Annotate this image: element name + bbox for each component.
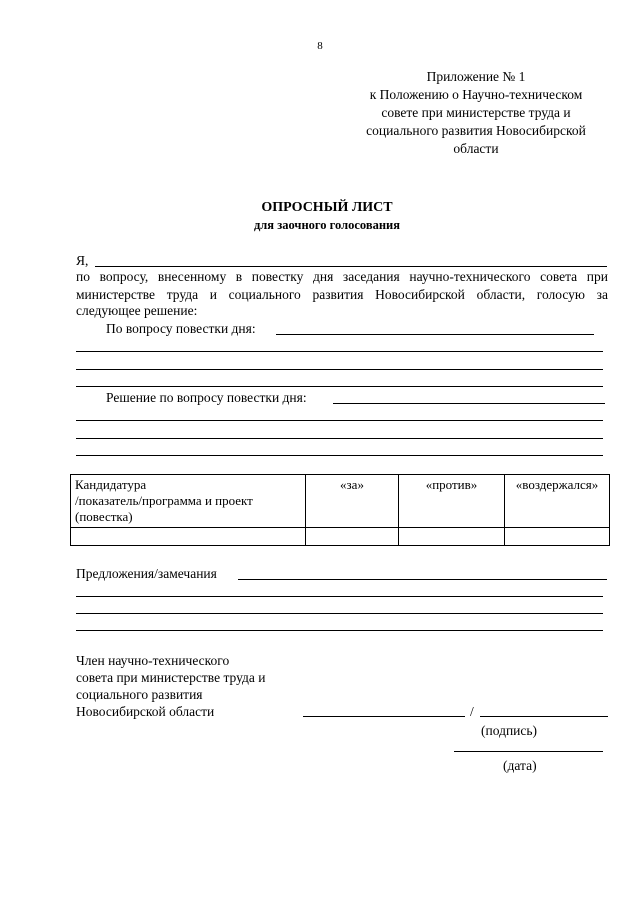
appendix-line: совете при министерстве труда и <box>381 105 571 120</box>
member-line: социального развития <box>76 687 203 702</box>
agenda-question-line[interactable] <box>76 386 603 387</box>
candidate-header-line: /показатель/программа и проект <box>75 493 253 508</box>
signature-fill-line[interactable] <box>303 716 465 717</box>
form-title: ОПРОСНЫЙ ЛИСТ <box>261 200 393 215</box>
member-line: совета при министерстве труда и <box>76 670 266 685</box>
date-caption: (дата) <box>503 758 537 773</box>
remarks-line[interactable] <box>76 596 603 597</box>
decision-label: Решение по вопросу повестки дня: <box>106 390 307 405</box>
vote-table <box>70 474 610 546</box>
decision-line[interactable] <box>76 420 603 421</box>
signature-caption: (подпись) <box>481 723 538 738</box>
vote-against-cell[interactable] <box>399 528 505 546</box>
vote-against-header: «против» <box>399 475 505 528</box>
member-line: Член научно-технического <box>76 653 230 668</box>
remarks-line[interactable] <box>76 630 603 631</box>
i-label: Я, <box>76 253 89 268</box>
remarks-fill-line[interactable] <box>238 579 607 580</box>
intro-line-2: министерстве труда и социального развития Новосибирской области, голосую за <box>76 287 608 302</box>
agenda-question-label: По вопросу повестки дня: <box>106 321 256 336</box>
vote-table-row <box>71 528 610 546</box>
agenda-question-line[interactable] <box>76 369 603 370</box>
appendix-line: социального развития Новосибирской <box>366 123 586 138</box>
appendix-reference <box>345 68 607 158</box>
member-line: Новосибирской области <box>76 704 215 719</box>
candidate-header-line: Кандидатура <box>75 477 147 492</box>
remarks-line[interactable] <box>76 613 603 614</box>
vote-abstain-cell[interactable] <box>505 528 610 546</box>
candidate-header-line: (повестка) <box>75 509 133 524</box>
date-fill-line[interactable] <box>454 751 603 752</box>
signature-slash: / <box>470 704 474 719</box>
page-number: 8 <box>317 40 323 52</box>
agenda-question-fill-line[interactable] <box>276 334 594 335</box>
remarks-label: Предложения/замечания <box>76 566 217 581</box>
appendix-line: к Положению о Научно-техническом <box>369 87 583 102</box>
name-decode-fill-line[interactable] <box>480 716 608 717</box>
intro-line-1: по вопросу, внесенному в повестку дня заседания научно-технического совета при <box>76 269 608 284</box>
vote-table-header-row <box>71 475 610 528</box>
decision-line[interactable] <box>76 438 603 439</box>
intro-line-3: следующее решение: <box>76 303 198 318</box>
candidate-cell[interactable] <box>71 528 306 546</box>
appendix-line: области <box>453 141 499 156</box>
decision-fill-line[interactable] <box>333 403 605 404</box>
agenda-question-line[interactable] <box>76 351 603 352</box>
vote-for-cell[interactable] <box>306 528 399 546</box>
form-subtitle: для заочного голосования <box>253 218 401 232</box>
decision-line[interactable] <box>76 455 603 456</box>
appendix-line: Приложение № 1 <box>426 69 526 84</box>
name-fill-line[interactable] <box>95 266 607 267</box>
candidate-header <box>71 475 306 528</box>
vote-for-header: «за» <box>306 475 399 528</box>
vote-abstain-header: «воздержался» <box>505 475 610 528</box>
